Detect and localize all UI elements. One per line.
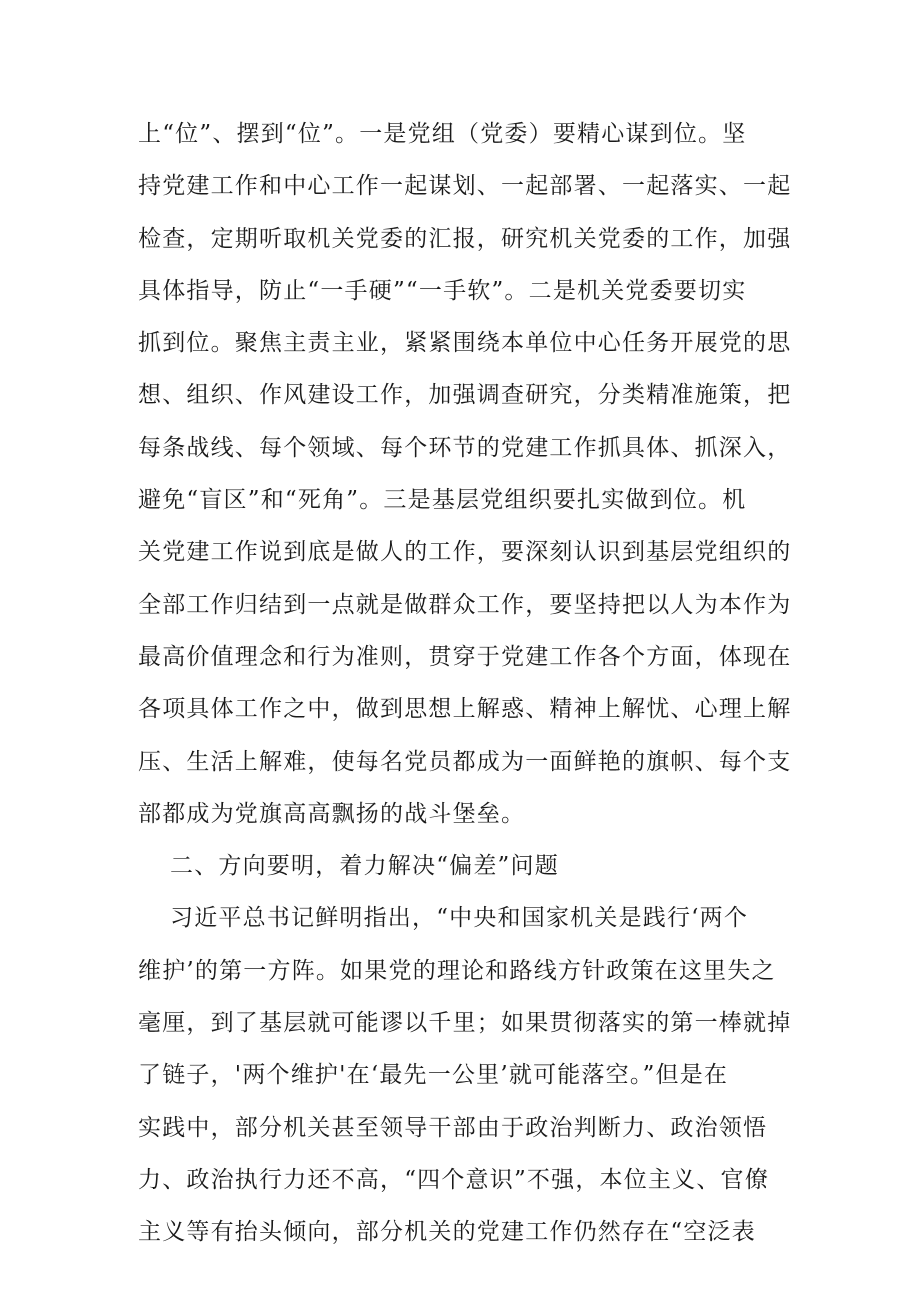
text-line: 上“位”、摆到“位”。一是党组（党委）要精心谋到位。坚 <box>138 121 747 147</box>
paragraph-2 <box>138 892 792 1258</box>
text-line: 具体指导，防止“一手硬”“一手软”。二是机关党委要切实 <box>138 277 747 304</box>
text-line: 毫厘，到了基层就可能谬以千里；如果贯彻落实的第一棒就掉 <box>138 1010 792 1037</box>
text-line: 每条战线、每个领域、每个环节的党建工作抓具体、抓深入， <box>138 434 792 461</box>
text-line: 力、政治执行力还不高，“四个意识”不强，本位主义、官僚 <box>138 1166 769 1193</box>
text-line: 主义等有抬头倾向，部分机关的党建工作仍然存在“空泛表 <box>138 1219 756 1246</box>
text-line: 各项具体工作之中，做到思想上解惑、精神上解忧、心理上解 <box>138 696 792 723</box>
text-line: 实践中，部分机关甚至领导干部由于政治判断力、政治领悟 <box>138 1114 768 1141</box>
text-line: 最高价值理念和行为准则，贯穿于党建工作各个方面，体现在 <box>138 643 792 670</box>
text-line: 检查，定期听取机关党委的汇报，研究机关党委的工作，加强 <box>138 225 792 252</box>
text-line: 维护’的第一方阵。如果党的理论和路线方针政策在这里失之 <box>138 957 776 984</box>
text-line: 部都成为党旗高高飘扬的战斗堡垒。 <box>138 800 526 827</box>
text-line: 关党建工作说到底是做人的工作，要深刻认识到基层党组织的 <box>138 539 792 566</box>
text-line: 习近平总书记鲜明指出，“中央和国家机关是践行‘两个 <box>170 905 749 932</box>
document-body <box>138 108 792 1259</box>
paragraph-1 <box>138 108 792 840</box>
text-line: 抓到位。聚焦主责主业，紧紧围绕本单位中心任务开展党的思 <box>138 330 792 357</box>
text-line: 了链子，'两个维护'在‘最先一公里’就可能落空。”但是在 <box>138 1062 729 1089</box>
text-line: 避免“盲区”和“死角”。三是基层党组织要扎实做到位。机 <box>138 487 747 514</box>
text-line: 持党建工作和中心工作一起谋划、一起部署、一起落实、一起 <box>138 173 792 200</box>
section-heading: 二、方向要明，着力解决“偏差”问题 <box>170 853 559 880</box>
text-line: 想、组织、作风建设工作，加强调查研究，分类精准施策，把 <box>138 382 792 409</box>
text-line: 全部工作归结到一点就是做群众工作，要坚持把以人为本作为 <box>138 591 792 618</box>
text-line: 压、生活上解难，使每名党员都成为一面鲜艳的旗帜、每个支 <box>138 748 792 775</box>
